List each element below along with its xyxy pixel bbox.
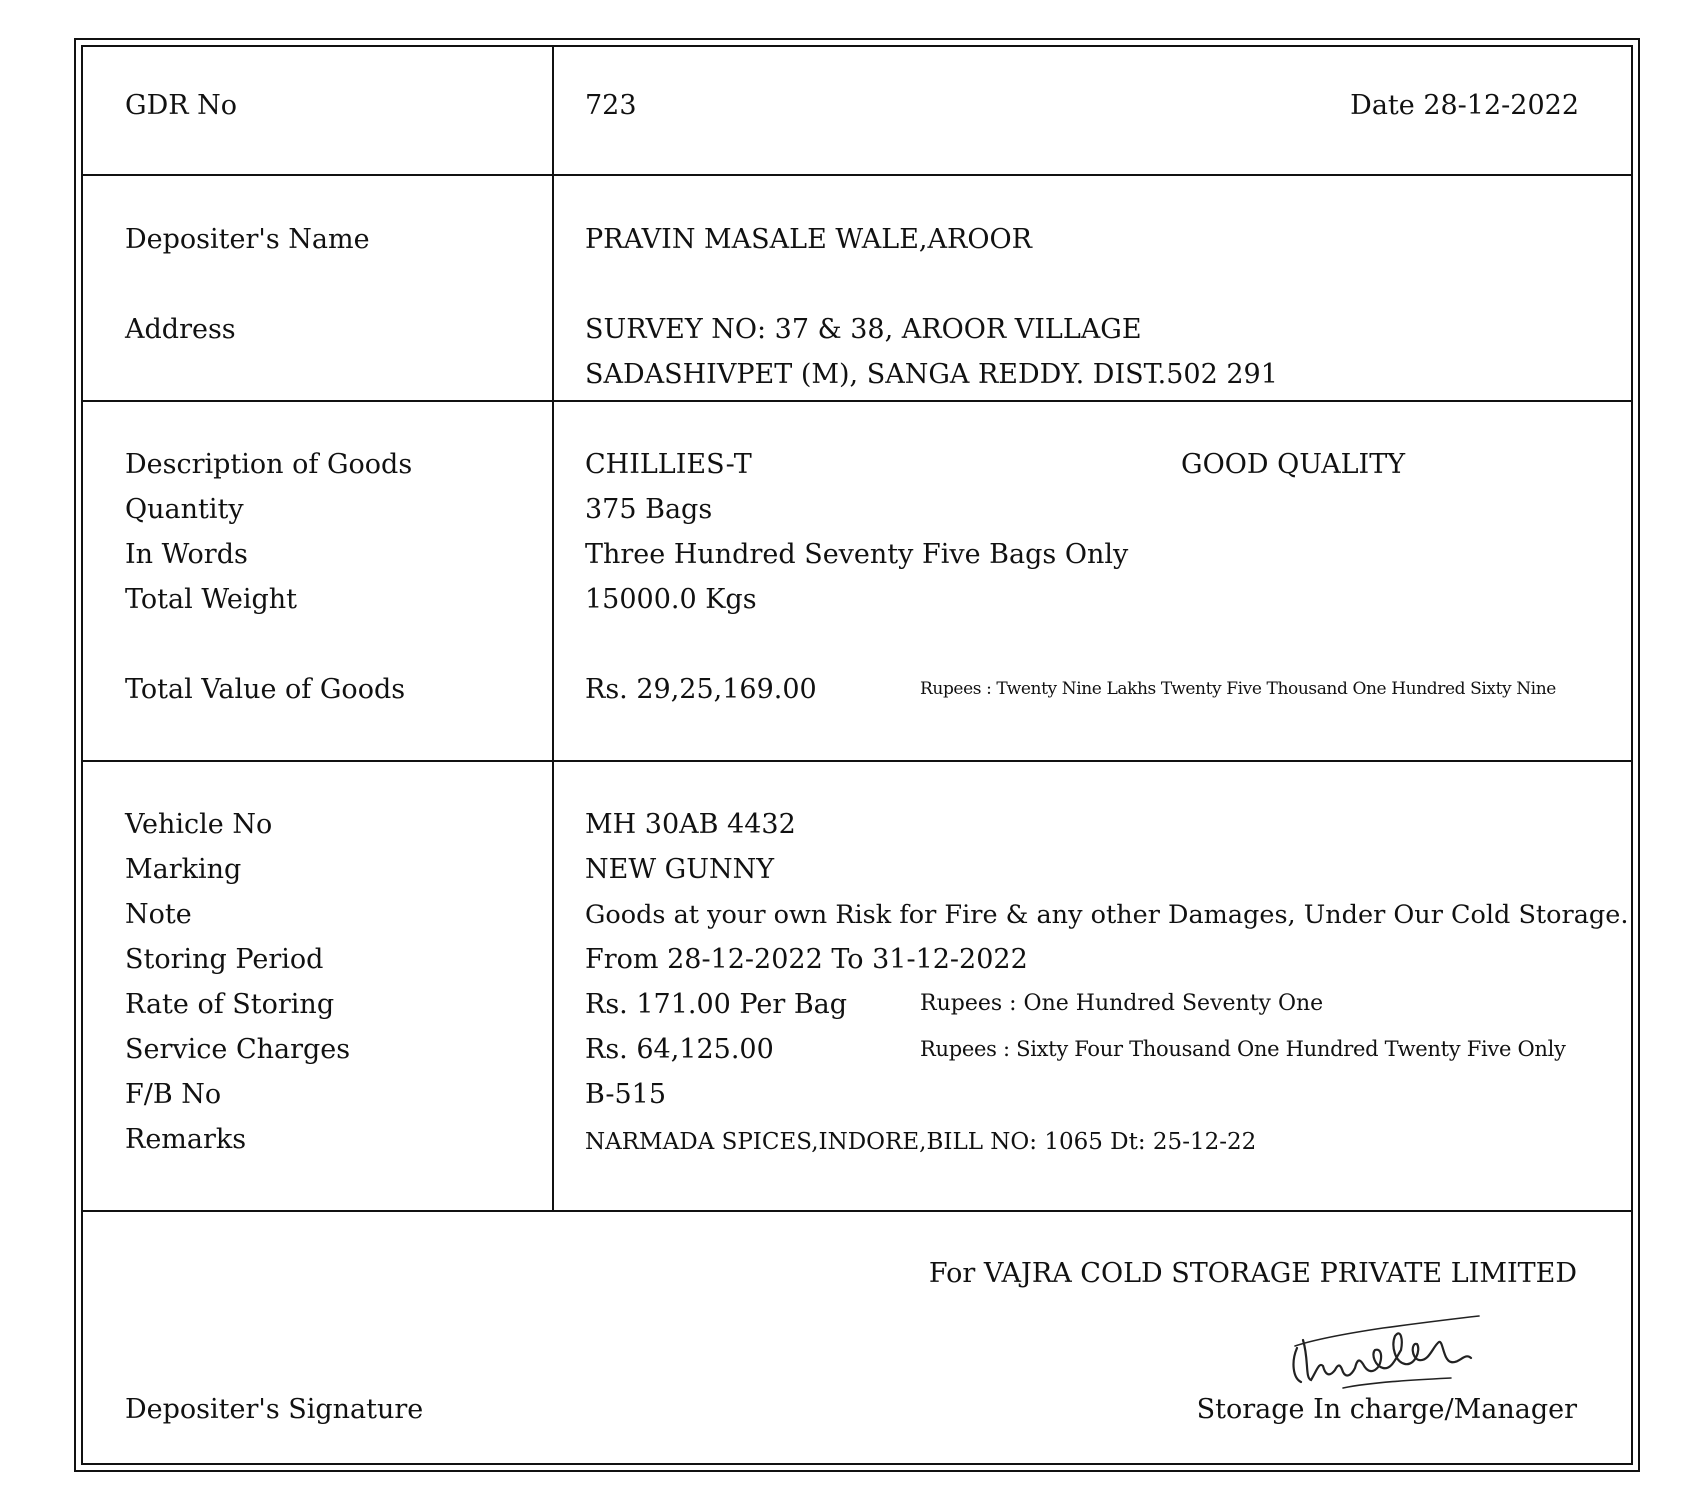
remarks-label: Remarks	[125, 1124, 247, 1155]
divider-depositor	[81, 400, 1633, 402]
divider-header	[81, 174, 1633, 176]
fb-value: B-515	[585, 1079, 666, 1110]
storing-period-value: From 28-12-2022 To 31-12-2022	[585, 944, 1028, 975]
marking-value: NEW GUNNY	[585, 854, 775, 885]
service-charges-value: Rs. 64,125.00	[585, 1034, 774, 1065]
remarks-value: NARMADA SPICES,INDORE,BILL NO: 1065 Dt: 25-12-22	[585, 1129, 1257, 1155]
description-label: Description of Goods	[125, 449, 413, 480]
total-value-label: Total Value of Goods	[125, 674, 406, 705]
note-label: Note	[125, 899, 192, 930]
note-value: Goods at your own Risk for Fire & any other Damages, Under Our Cold Storage.	[585, 900, 1629, 930]
gdr-label: GDR No	[125, 90, 238, 121]
address-line-2: SADASHIVPET (M), SANGA REDDY. DIST.502 291	[585, 359, 1278, 390]
description-value: CHILLIES-T	[585, 449, 752, 480]
divider-goods	[81, 760, 1633, 762]
service-charges-label: Service Charges	[125, 1034, 351, 1065]
depositor-name-label: Depositer's Name	[125, 224, 370, 255]
storing-period-label: Storing Period	[125, 944, 324, 975]
vehicle-label: Vehicle No	[125, 809, 273, 840]
depositor-name-value: PRAVIN MASALE WALE,AROOR	[585, 224, 1032, 255]
total-value-words: Rupees : Twenty Nine Lakhs Twenty Five Thousand One Hundred Sixty Nine	[920, 679, 1556, 699]
marking-label: Marking	[125, 854, 242, 885]
receipt-inner-border	[81, 45, 1633, 1465]
rate-value: Rs. 171.00 Per Bag	[585, 989, 848, 1020]
rate-label: Rate of Storing	[125, 989, 335, 1020]
service-charges-words: Rupees : Sixty Four Thousand One Hundred Twenty Five Only	[920, 1037, 1566, 1061]
in-words-label: In Words	[125, 539, 248, 570]
address-line-1: SURVEY NO: 37 & 38, AROOR VILLAGE	[585, 314, 1142, 345]
quantity-value: 375 Bags	[585, 494, 713, 525]
address-label: Address	[125, 314, 236, 345]
manager-label: Storage In charge/Manager	[1196, 1394, 1577, 1425]
in-words-value: Three Hundred Seventy Five Bags Only	[585, 539, 1129, 570]
quality-value: GOOD QUALITY	[1181, 449, 1406, 480]
column-divider	[552, 45, 554, 1212]
divider-storage	[81, 1210, 1633, 1212]
rate-words: Rupees : One Hundred Seventy One	[920, 991, 1324, 1016]
quantity-label: Quantity	[125, 494, 244, 525]
vehicle-value: MH 30AB 4432	[585, 809, 796, 840]
total-value-amount: Rs. 29,25,169.00	[585, 674, 817, 705]
date-text: Date 28-12-2022	[1350, 90, 1579, 121]
weight-value: 15000.0 Kgs	[585, 584, 757, 615]
fb-label: F/B No	[125, 1079, 222, 1110]
weight-label: Total Weight	[125, 584, 298, 615]
gdr-value: 723	[585, 90, 637, 121]
company-line: For VAJRA COLD STORAGE PRIVATE LIMITED	[928, 1258, 1577, 1289]
depositor-signature-label: Depositer's Signature	[125, 1394, 424, 1425]
